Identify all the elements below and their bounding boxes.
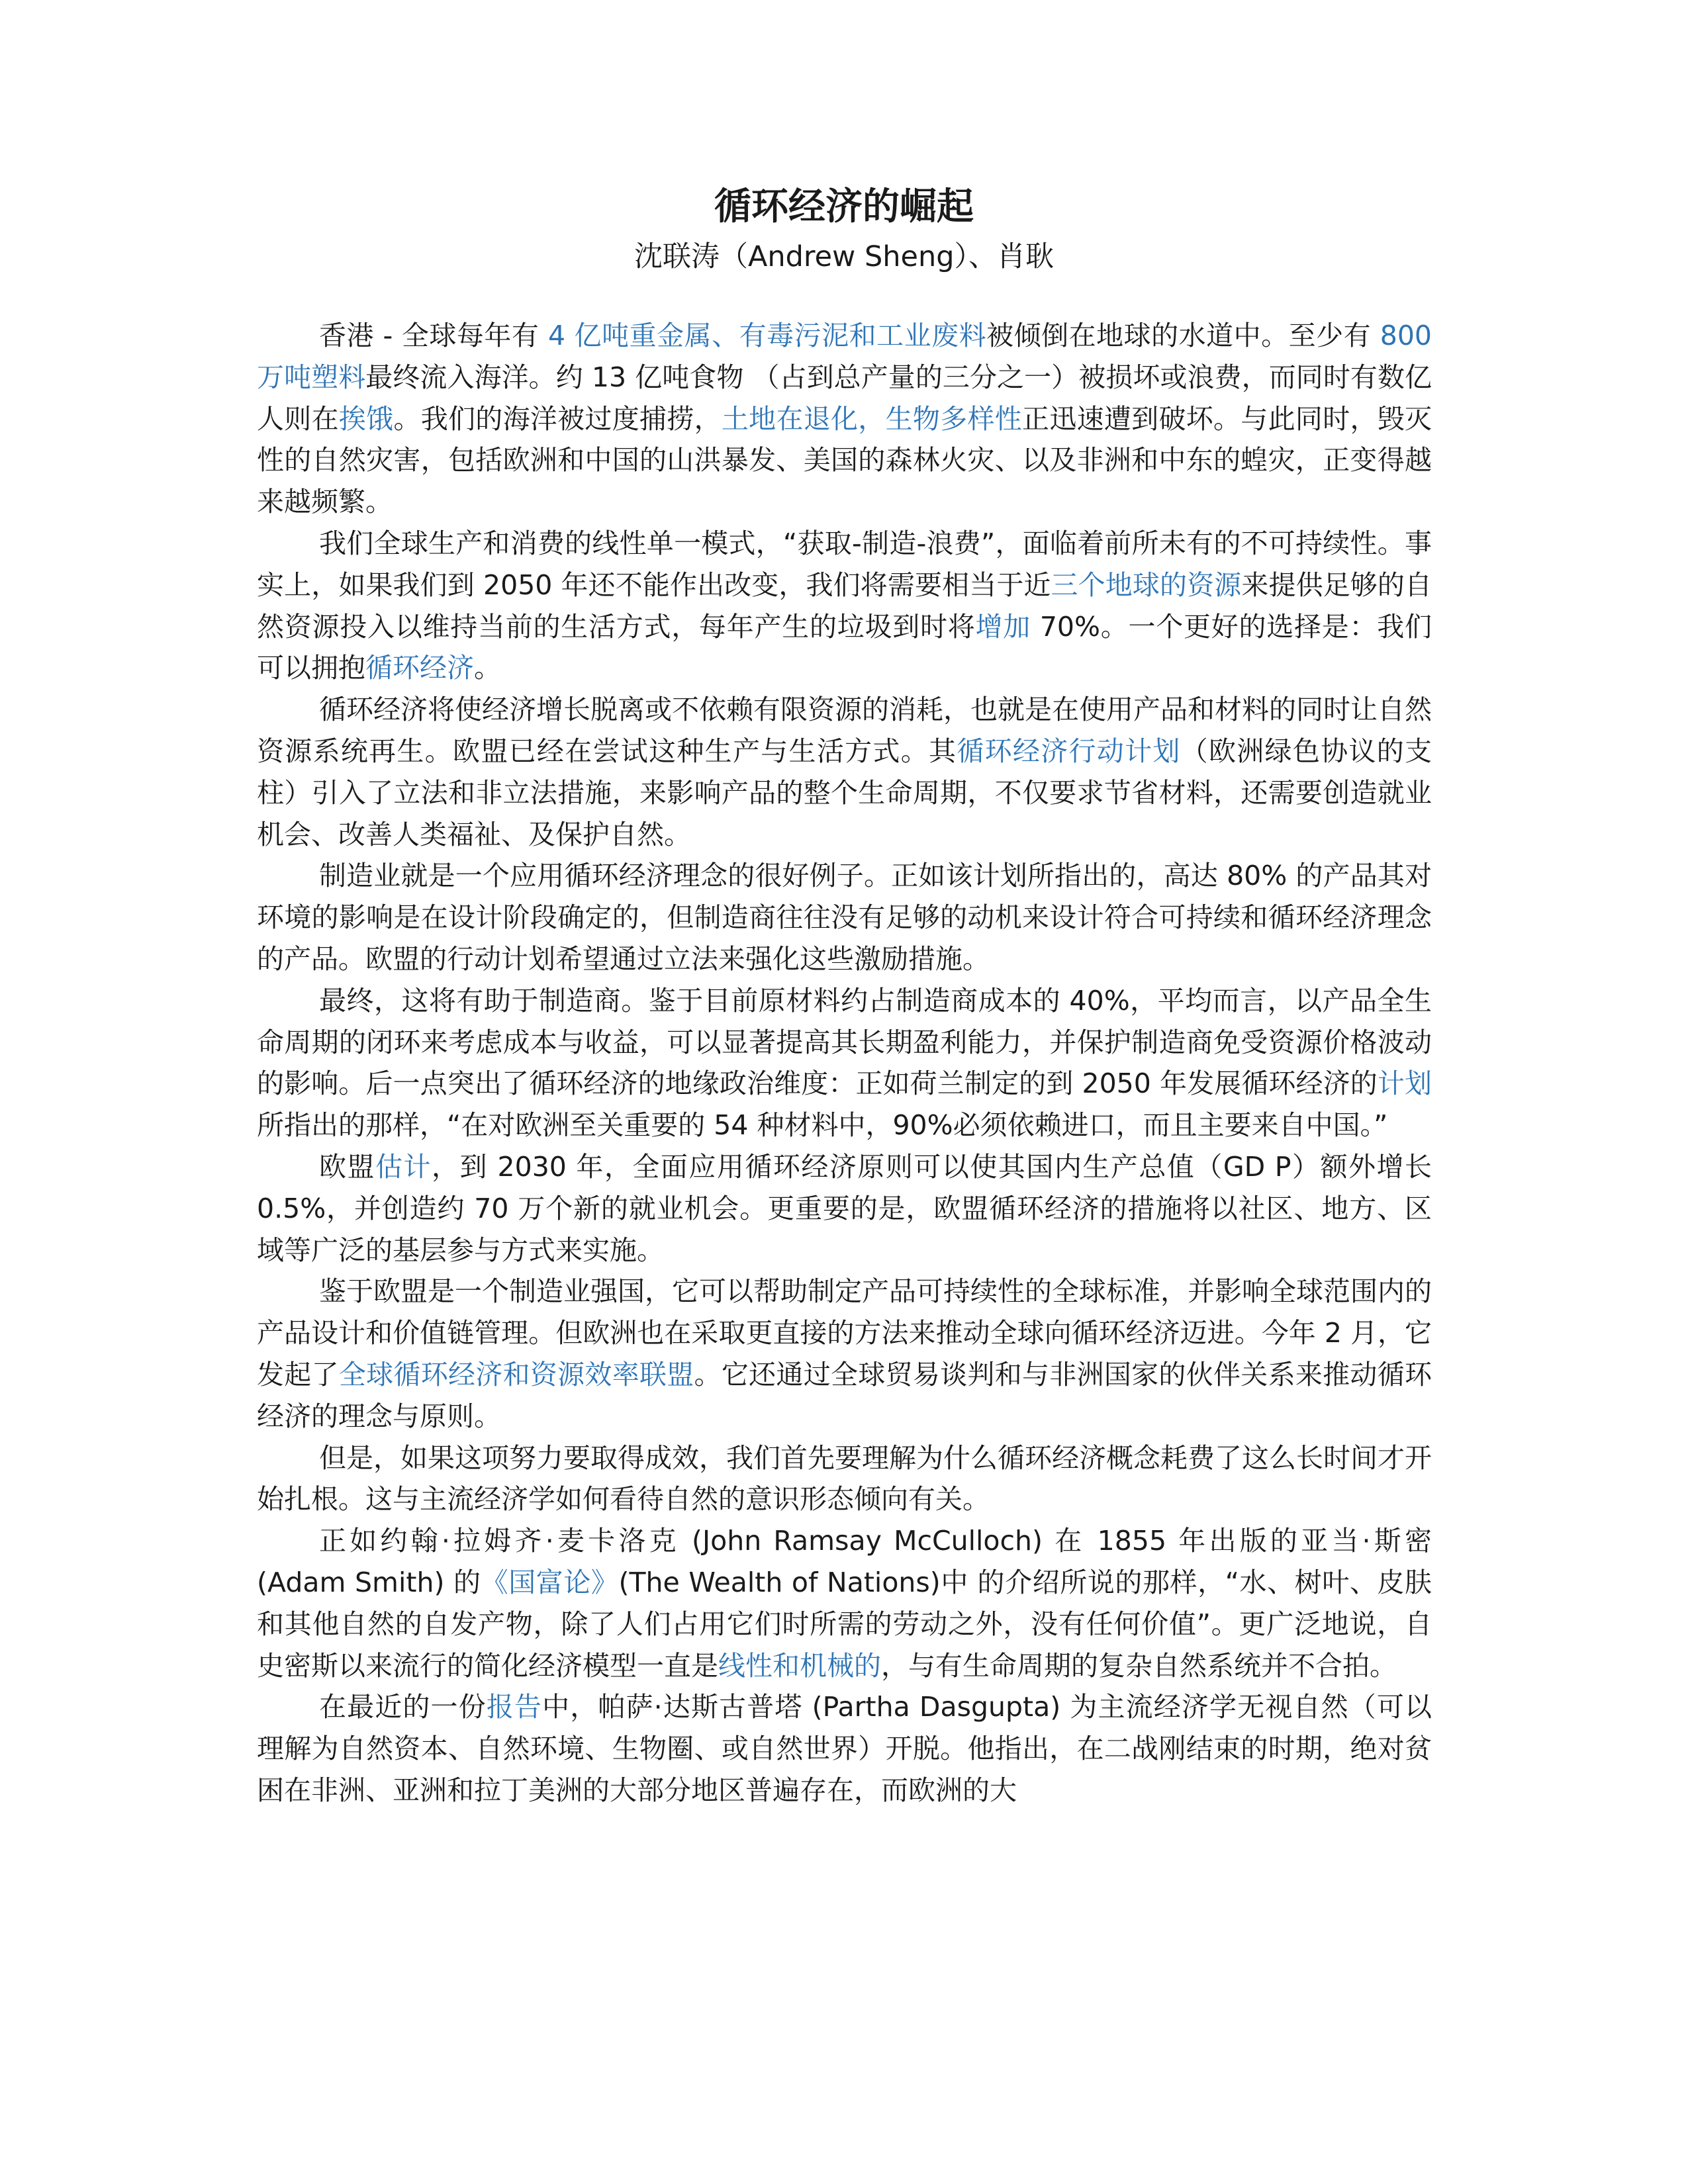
hyperlink[interactable]: 全球循环经济和资源效率联盟 xyxy=(338,1358,694,1390)
hyperlink[interactable]: 循环经济 xyxy=(365,652,474,684)
paragraph-text: ，到 2030 年，全面应用循环经济原则可以使其国内生产总值（GD P）额外增长 0.5%，并创造约 70 万个新的就业机会。更重要的是，欧盟循环经济的措施将以社区、地方、区域等广泛的基层参与方式来实施。 xyxy=(257,1150,1432,1266)
paragraph-text: 制造业就是一个应用循环经济理念的很好例子。正如该计划所指出的，高达 80% 的产品其对环境的影响是在设计阶段确定的，但制造商往往没有足够的动机来设计符合可持续和循环经济理念的产品。欧盟的行动计划希望通过立法来强化这些激励措施。 xyxy=(257,860,1432,975)
paragraph xyxy=(257,1686,1432,1811)
paragraph-text: 我们全球生产和消费的线性单一模式，“获取-制造-浪费”，面临着前所未有的不可持续性。事实上，如果我们到 2050 年还不能作出改变，我们将需要相当于近 xyxy=(257,527,1432,601)
paragraph-text: 最终流入海洋。约 13 亿吨食物 （占到总产量的三分之一）被损坏或浪费，而同时有数亿人则在 xyxy=(257,361,1432,435)
hyperlink[interactable]: 三个地球的资源 xyxy=(1051,569,1242,601)
paragraph-text: 但是，如果这项努力要取得成效，我们首先要理解为什么循环经济概念耗费了这么长时间才开始扎根。这与主流经济学如何看待自然的意识形态倾向有关。 xyxy=(257,1441,1432,1516)
hyperlink[interactable]: 增加 xyxy=(975,610,1040,643)
article-title: 循环经济的崛起 xyxy=(714,185,974,228)
paragraph xyxy=(257,855,1432,979)
hyperlink[interactable]: 计划 xyxy=(1377,1068,1432,1100)
paragraph-text: (The Wealth of Nations)中 的介绍所说的那样，“水、树叶、皮肤和其他自然的自发产物，除了人们占用它们时所需的劳动之外，没有任何价值”。更广泛地说，自史密斯以来流行的简化经济模型一直是 xyxy=(257,1566,1432,1682)
paragraph xyxy=(257,315,1432,523)
paragraph-text: 香港 - 全球每年有 xyxy=(319,320,548,351)
hyperlink[interactable]: 挨饿 xyxy=(338,402,394,435)
paragraph xyxy=(257,689,1432,855)
paragraph-text: ，与有生命周期的复杂自然系统并不合拍。 xyxy=(881,1649,1397,1682)
hyperlink[interactable]: 《国富论》 xyxy=(481,1566,619,1598)
paragraph-text: 正迅速遭到破坏。与此同时，毁灭性的自然灾害，包括欧洲和中国的山洪暴发、美国的森林火灾、以及非洲和中东的蝗灾，正变得越来越频繁。 xyxy=(257,402,1432,518)
paragraph-text: 循环经济将使经济增长脱离或不依赖有限资源的消耗，也就是在使用产品和材料的同时让自然资源系统再生。欧盟已经在尝试这种生产与生活方式。其 xyxy=(257,694,1432,767)
paragraph-text: 欧盟 xyxy=(319,1150,375,1183)
paragraph-text: 中，帕萨·达斯古普塔 (Partha Dasgupta) 为主流经济学无视自然（可以理解为自然资本、自然环境、生物圈、或自然世界）开脱。他指出，在二战刚结束的时期，绝对贫困在非洲、亚洲和拉丁美洲的大部分地区普遍存在，而欧洲的大 xyxy=(257,1691,1432,1806)
paragraph-text: 在最近的一份 xyxy=(319,1691,487,1723)
paragraph-text: 被倾倒在地球的水道中。至少有 xyxy=(986,320,1380,351)
article-body xyxy=(257,315,1432,1811)
hyperlink[interactable]: 线性和机械的 xyxy=(718,1649,881,1682)
hyperlink[interactable]: 800 万吨塑料 xyxy=(257,320,1432,393)
paragraph xyxy=(257,1437,1432,1521)
paragraph-text: 。它还通过全球贸易谈判和与非洲国家的伙伴关系来推动循环经济的理念与原则。 xyxy=(257,1358,1432,1432)
paragraph-text: 。 xyxy=(474,652,501,684)
hyperlink[interactable]: 4 亿吨重金属、有毒污泥和工业废料 xyxy=(547,320,987,351)
paragraph-text: 来提供足够的自然资源投入以维持当前的生活方式，每年产生的垃圾到时将 xyxy=(257,569,1432,643)
paragraph xyxy=(257,523,1432,689)
paragraph-text: 正如约翰·拉姆齐·麦卡洛克 (John Ramsay McCulloch) 在 1855 年出版的亚当·斯密 (Adam Smith) 的 xyxy=(257,1525,1432,1598)
paragraph-text: 最终，这将有助于制造商。鉴于目前原材料约占制造商成本的 40%，平均而言，以产品全生命周期的闭环来考虑成本与收益，可以显著提高其长期盈利能力，并保护制造商免受资源价格波动的影响。后一点突出了循环经济的地缘政治维度：正如荷兰制定的到 2050 年发展循环经济的 xyxy=(257,984,1432,1100)
hyperlink[interactable]: 报告 xyxy=(486,1691,543,1723)
hyperlink[interactable]: 土地在退化，生物多样性 xyxy=(721,402,1023,435)
paragraph xyxy=(257,980,1432,1146)
paragraph-text: 所指出的那样，“在对欧洲至关重要的 54 种材料中，90%必须依赖进口，而且主要来自中国。” xyxy=(257,1109,1388,1142)
paragraph xyxy=(257,1520,1432,1686)
hyperlink[interactable]: 估计 xyxy=(375,1150,432,1183)
paragraph-text: 。我们的海洋被过度捕捞， xyxy=(393,402,722,435)
paragraph xyxy=(257,1146,1432,1271)
paragraph-text: 鉴于欧盟是一个制造业强国，它可以帮助制定产品可持续性的全球标准，并影响全球范围内的产品设计和价值链管理。但欧洲也在采取更直接的方法来推动全球向循环经济迈进。今年 2 月，它发起了 xyxy=(257,1275,1432,1390)
paragraph-text: （欧洲绿色协议的支柱）引入了立法和非立法措施，来影响产品的整个生命周期，不仅要求节省材料，还需要创造就业机会、改善人类福祉、及保护自然。 xyxy=(257,735,1432,850)
paragraph xyxy=(257,1271,1432,1437)
paragraph-text: 70%。一个更好的选择是：我们可以拥抱 xyxy=(257,610,1432,684)
hyperlink[interactable]: 循环经济行动计划 xyxy=(957,735,1181,767)
article-byline: 沈联涛（Andrew Sheng）、肖耿 xyxy=(633,240,1055,273)
